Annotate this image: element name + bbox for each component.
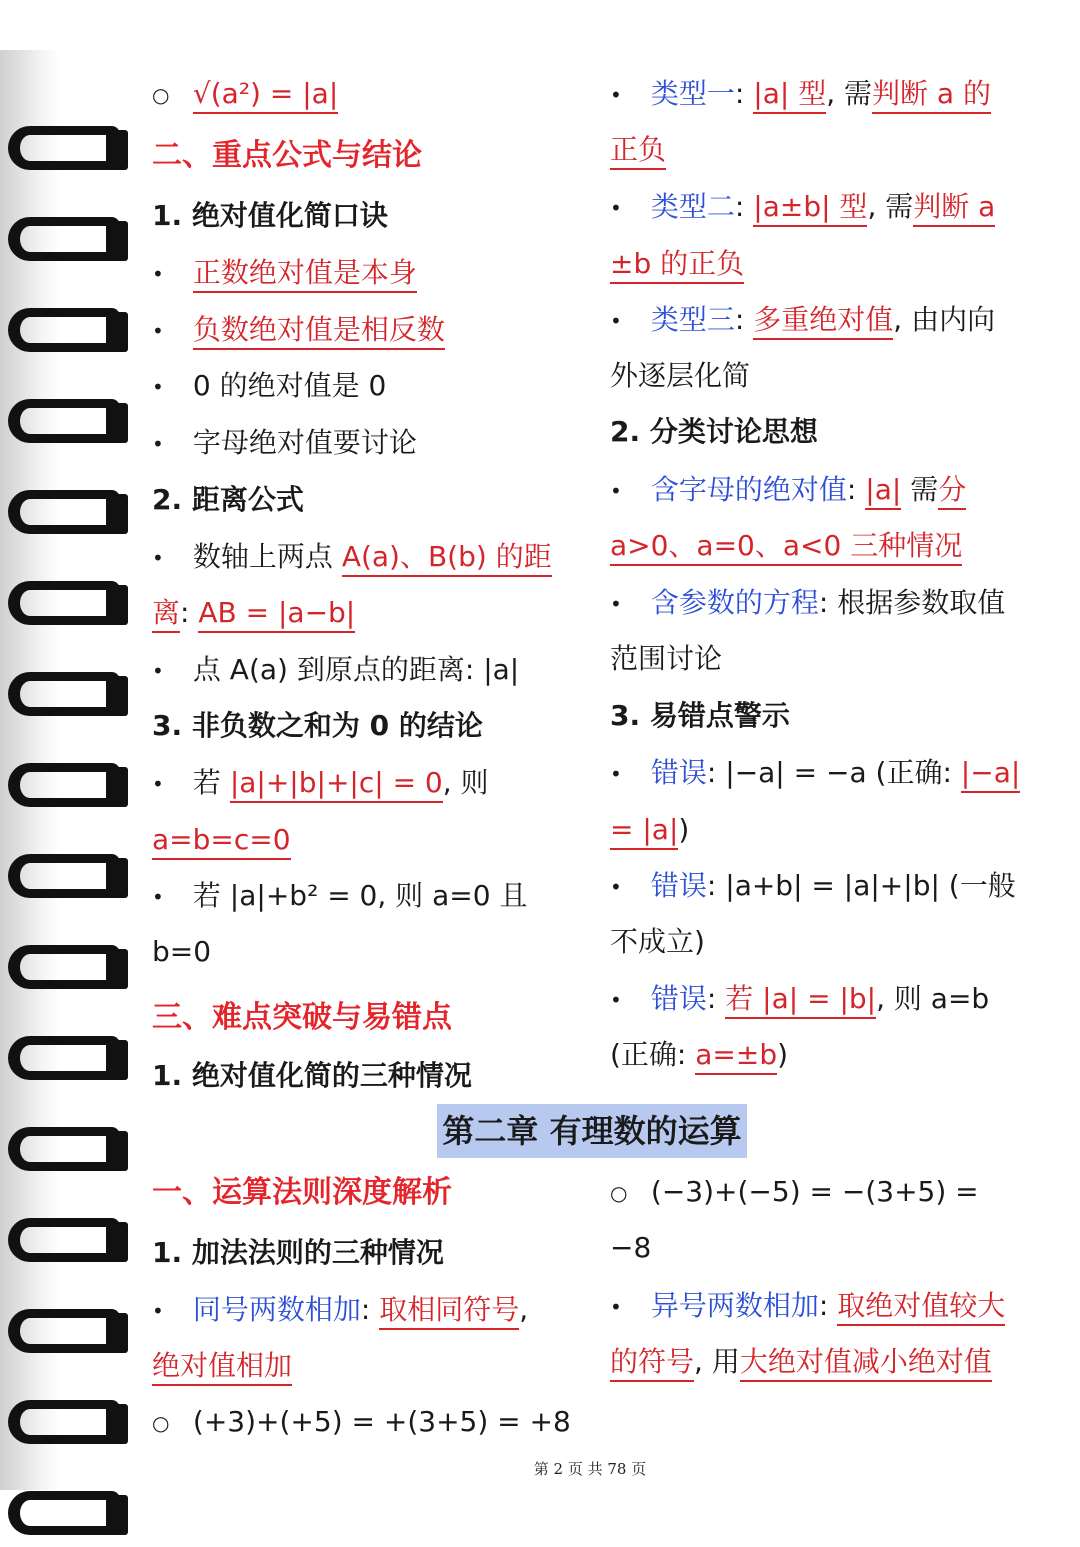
list-item-cont: a=b=c=0 — [152, 820, 291, 862]
list-item-cont: (正确: a=±b) — [610, 1035, 788, 1077]
list-item: • 类型一: |a| 型, 需判断 a 的 — [610, 74, 991, 116]
example-line: ○ (+3)+(+5) = +(3+5) = +8 — [152, 1405, 571, 1438]
example-line-cont: −8 — [610, 1231, 652, 1264]
spiral-ring — [8, 211, 126, 273]
subheading-nonneg: 3. 非负数之和为 0 的结论 — [152, 709, 483, 742]
list-item: • 若 |a|+|b|+|c| = 0, 则 — [152, 763, 489, 805]
list-item: • 异号两数相加: 取绝对值较大 — [610, 1286, 1005, 1328]
list-item: • 点 A(a) 到原点的距离: |a| — [152, 653, 520, 686]
subheading-three-cases: 1. 绝对值化简的三种情况 — [152, 1059, 472, 1092]
list-item: • 正数绝对值是本身 — [152, 253, 417, 295]
list-item: • 负数绝对值是相反数 — [152, 310, 445, 352]
chapter-title: 第二章 有理数的运算 — [437, 1104, 747, 1158]
page-footer: 第 2 页 共 78 页 — [533, 1460, 647, 1478]
list-item-cont: a>0、a=0、a<0 三种情况 — [610, 526, 962, 568]
spiral-ring — [8, 848, 126, 910]
section-heading-two: 二、重点公式与结论 — [152, 138, 422, 173]
list-item-cont: 外逐层化简 — [610, 359, 751, 392]
list-item: • 同号两数相加: 取相同符号, — [152, 1290, 528, 1332]
list-item-cont: ±b 的正负 — [610, 244, 744, 286]
subheading-classification: 2. 分类讨论思想 — [610, 415, 818, 448]
list-item: • 错误: 若 |a| = |b|, 则 a=b — [610, 979, 989, 1021]
list-item: • 数轴上两点 A(a)、B(b) 的距 — [152, 537, 552, 579]
list-item-cont: 的符号, 用大绝对值减小绝对值 — [610, 1342, 992, 1384]
list-item-cont: = |a|) — [610, 810, 689, 852]
list-item: • 含参数的方程: 根据参数取值 — [610, 586, 1006, 619]
list-item: • 类型二: |a±b| 型, 需判断 a — [610, 187, 995, 229]
example-line: ○ (−3)+(−5) = −(3+5) = — [610, 1175, 979, 1208]
list-item-cont: 范围讨论 — [610, 642, 723, 675]
subheading-simplify: 1. 绝对值化简口诀 — [152, 199, 388, 232]
spiral-ring — [8, 575, 126, 637]
spiral-ring — [8, 302, 126, 364]
list-item: • 含字母的绝对值: |a| 需分 — [610, 470, 966, 512]
section-heading-three: 三、难点突破与易错点 — [152, 1000, 452, 1035]
list-item-cont: 离: AB = |a−b| — [152, 593, 355, 635]
formula-sqrt: ○ √(a²) = |a| — [152, 74, 338, 116]
spiral-binding — [0, 40, 140, 1500]
list-item: • 类型三: 多重绝对值, 由内向 — [610, 300, 995, 342]
spiral-ring — [8, 1212, 126, 1274]
spiral-ring — [8, 939, 126, 1001]
spiral-ring — [8, 393, 126, 455]
list-item-cont: b=0 — [152, 935, 212, 968]
spiral-ring — [8, 484, 126, 546]
section-heading-one: 一、运算法则深度解析 — [152, 1175, 452, 1210]
list-item: • 错误: |a+b| = |a|+|b| (一般 — [610, 869, 1016, 902]
spiral-ring — [8, 1485, 126, 1547]
subheading-warnings: 3. 易错点警示 — [610, 699, 790, 732]
list-item: • 若 |a|+b² = 0, 则 a=0 且 — [152, 879, 528, 912]
list-item: • 0 的绝对值是 0 — [152, 369, 387, 402]
subheading-addition: 1. 加法法则的三种情况 — [152, 1236, 444, 1269]
list-item: • 错误: |−a| = −a (正确: |−a| — [610, 753, 1020, 795]
spiral-ring — [8, 120, 126, 182]
spiral-ring — [8, 1303, 126, 1365]
spiral-ring — [8, 666, 126, 728]
list-item: • 字母绝对值要讨论 — [152, 426, 417, 459]
list-item-cont: 正负 — [610, 130, 666, 172]
spiral-ring — [8, 1030, 126, 1092]
subheading-distance: 2. 距离公式 — [152, 483, 304, 516]
spiral-ring — [8, 1394, 126, 1456]
list-item-cont: 不成立) — [610, 925, 705, 958]
spiral-ring — [8, 757, 126, 819]
spiral-ring — [8, 1121, 126, 1183]
list-item-cont: 绝对值相加 — [152, 1346, 292, 1388]
